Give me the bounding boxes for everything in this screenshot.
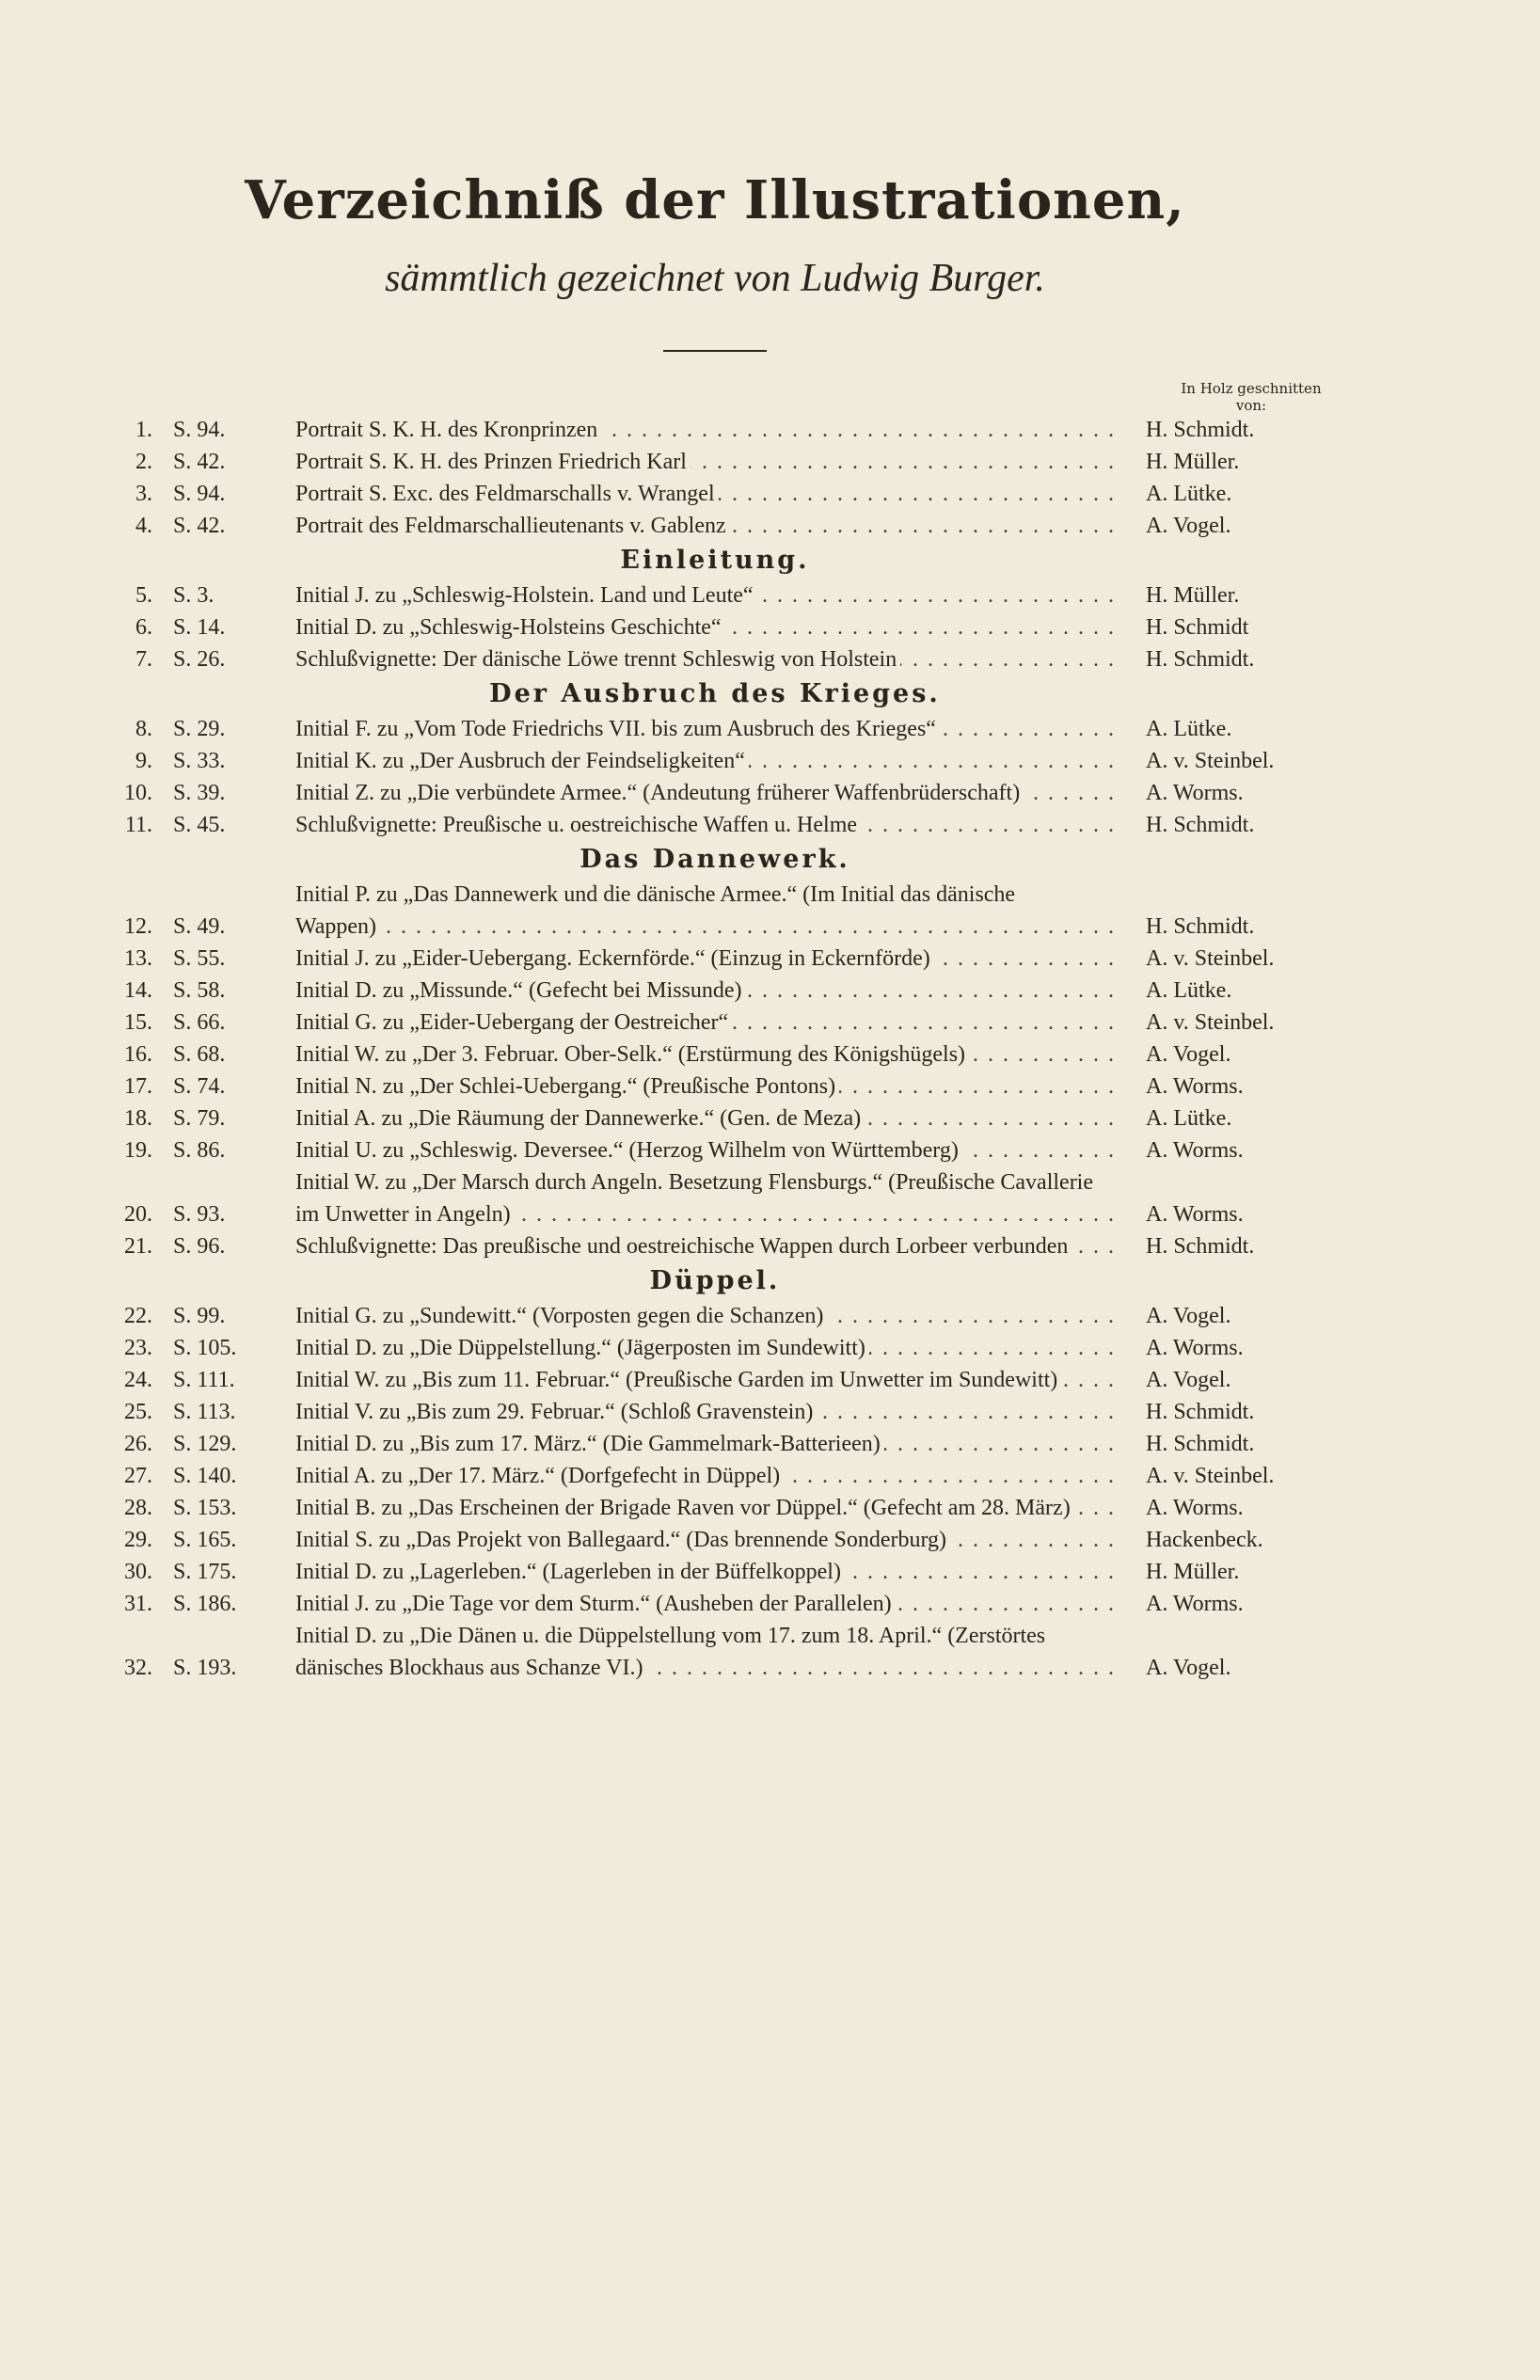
entry-engraver: H. Schmidt. xyxy=(1146,417,1255,442)
entry-page: S. 55. xyxy=(173,945,226,971)
engraver-column-label-line1: In Holz geschnitten xyxy=(1181,379,1322,397)
index-entry xyxy=(103,777,1326,809)
entry-description-text: Initial J. zu „Schleswig-Holstein. Land und Leute“ xyxy=(295,583,757,608)
entry-number: 28. xyxy=(124,1495,152,1520)
entry-number: 32. xyxy=(124,1655,152,1680)
entry-description xyxy=(295,1071,1123,1103)
entry-number: 22. xyxy=(124,1303,152,1328)
entry-engraver: H. Müller. xyxy=(1146,449,1240,474)
entry-number: 26. xyxy=(124,1431,152,1456)
entry-page: S. 93. xyxy=(173,1201,226,1227)
index-entry xyxy=(103,975,1326,1007)
index-entry xyxy=(103,1492,1326,1524)
entry-description-text: Initial P. zu „Das Dannewerk und die dänische Armee.“ (Im Initial das dänische Wappen) xyxy=(295,881,1016,939)
entry-number: 17. xyxy=(124,1073,152,1099)
page xyxy=(103,169,1326,1684)
entry-description xyxy=(295,1103,1123,1134)
entry-description-text: Portrait S. K. H. des Kronprinzen xyxy=(295,418,601,442)
entry-engraver: A. Lütke. xyxy=(1146,1105,1232,1131)
entry-description-text: Initial G. zu „Sundewitt.“ (Vorposten gegen die Schanzen) xyxy=(295,1304,827,1328)
entry-engraver: H. Müller. xyxy=(1146,1559,1240,1584)
entry-number: 24. xyxy=(124,1367,152,1392)
entry-description xyxy=(295,414,1123,446)
entry-description-text: Initial Z. zu „Die verbündete Armee.“ (Andeutung früherer Waffenbrüderschaft) xyxy=(295,781,1024,805)
entry-page: S. 129. xyxy=(173,1431,237,1456)
section-heading: Der Ausbruch des Krieges. xyxy=(489,678,941,708)
entry-number: 27. xyxy=(124,1463,152,1488)
entry-page: S. 74. xyxy=(173,1073,226,1099)
entry-description xyxy=(295,1300,1123,1332)
entry-page: S. 39. xyxy=(173,780,226,805)
entry-engraver: A. Vogel. xyxy=(1146,1041,1231,1067)
entry-description xyxy=(295,1492,1123,1524)
index-entry xyxy=(103,943,1326,975)
entry-engraver: A. Worms. xyxy=(1146,1073,1244,1099)
entry-engraver: H. Müller. xyxy=(1146,582,1240,608)
index-entry xyxy=(103,879,1326,943)
index-entry xyxy=(103,510,1326,542)
index-entry xyxy=(103,713,1326,745)
entry-number: 21. xyxy=(124,1233,152,1259)
entry-engraver: A. v. Steinbel. xyxy=(1146,945,1275,971)
entry-number: 13. xyxy=(124,945,152,971)
index-entry xyxy=(103,1524,1326,1556)
entry-description-text: Initial U. zu „Schleswig. Deversee.“ (Herzog Wilhelm von Württemberg) xyxy=(295,1138,962,1163)
entry-description-text: Initial D. zu „Lagerleben.“ (Lagerleben in der Büffelkoppel) xyxy=(295,1560,845,1584)
entry-engraver: A. v. Steinbel. xyxy=(1146,1009,1275,1035)
index-entry xyxy=(103,1588,1326,1620)
entry-description xyxy=(295,809,1123,841)
entry-page: S. 153. xyxy=(173,1495,237,1520)
entry-description xyxy=(295,777,1123,809)
entry-description-text: Initial J. zu „Die Tage vor dem Sturm.“ (Ausheben der Parallelen) xyxy=(295,1592,896,1616)
entry-engraver: A. Vogel. xyxy=(1146,1367,1231,1392)
index-entry xyxy=(103,1071,1326,1103)
entry-description xyxy=(295,579,1123,611)
entry-description xyxy=(295,1396,1123,1428)
entry-number: 4. xyxy=(135,513,152,538)
entry-number: 9. xyxy=(135,748,152,773)
entry-description-text: Initial D. zu „Bis zum 17. März.“ (Die Gammelmark-Batterieen) xyxy=(295,1432,884,1456)
index-entry xyxy=(103,1364,1326,1396)
entry-description-text: Initial A. zu „Die Räumung der Dannewerke.“ (Gen. de Meza) xyxy=(295,1106,865,1131)
entry-description-text: Initial D. zu „Schleswig-Holsteins Geschichte“ xyxy=(295,615,725,640)
entry-number: 12. xyxy=(124,913,152,939)
index-entry xyxy=(103,1556,1326,1588)
entry-description-text: Initial S. zu „Das Projekt von Ballegaard.“ (Das brennende Sonderburg) xyxy=(295,1528,950,1552)
entry-page: S. 186. xyxy=(173,1591,237,1616)
index-entry xyxy=(103,1134,1326,1166)
entry-engraver: A. Worms. xyxy=(1146,1591,1244,1616)
entry-description xyxy=(295,1556,1123,1588)
entry-description-text: Initial D. zu „Die Düppelstellung.“ (Jägerposten im Sundewitt) xyxy=(295,1336,869,1360)
entry-page: S. 140. xyxy=(173,1463,237,1488)
index-entry xyxy=(103,414,1326,446)
entry-engraver: H. Schmidt xyxy=(1146,614,1249,640)
entry-description xyxy=(295,1364,1123,1396)
entry-description-text: Initial B. zu „Das Erscheinen der Brigade Raven vor Düppel.“ (Gefecht am 28. März) xyxy=(295,1496,1074,1520)
entry-description-text: Initial W. zu „Der Marsch durch Angeln. Besetzung Flensburgs.“ (Preußische Cavallerie im Unwetter in Angeln) xyxy=(295,1169,1094,1227)
index-entry xyxy=(103,611,1326,643)
section-heading: Düppel. xyxy=(649,1265,781,1295)
engraver-column-label xyxy=(1176,380,1326,414)
section-heading: Das Dannewerk. xyxy=(579,844,850,874)
entry-description-text: Portrait des Feldmarschallieutenants v. Gablenz xyxy=(295,514,730,538)
entry-description xyxy=(295,1039,1123,1071)
entry-engraver: A. Vogel. xyxy=(1146,513,1231,538)
entry-description xyxy=(295,713,1123,745)
entry-engraver: A. Worms. xyxy=(1146,1335,1244,1360)
illustration-index xyxy=(103,414,1326,1684)
entry-engraver: A. v. Steinbel. xyxy=(1146,748,1275,773)
entry-engraver: A. Vogel. xyxy=(1146,1303,1231,1328)
entry-engraver: H. Schmidt. xyxy=(1146,913,1255,939)
entry-page: S. 113. xyxy=(173,1399,236,1424)
entry-description xyxy=(295,478,1123,510)
entry-engraver: A. Worms. xyxy=(1146,1495,1244,1520)
entry-description xyxy=(295,1460,1123,1492)
index-entry xyxy=(103,1103,1326,1134)
index-entry xyxy=(103,478,1326,510)
entry-description xyxy=(295,745,1123,777)
entry-engraver: A. Lütke. xyxy=(1146,716,1232,741)
entry-number: 16. xyxy=(124,1041,152,1067)
entry-page: S. 94. xyxy=(173,417,226,442)
entry-engraver: H. Schmidt. xyxy=(1146,1431,1255,1456)
entry-page: S. 111. xyxy=(173,1367,235,1392)
index-entry xyxy=(103,1230,1326,1262)
entry-description-text: Schlußvignette: Preußische u. oestreichische Waffen u. Helme xyxy=(295,813,861,837)
entry-engraver: A. Worms. xyxy=(1146,1201,1244,1227)
entry-number: 6. xyxy=(135,614,152,640)
entry-description-text: Initial F. zu „Vom Tode Friedrichs VII. bis zum Ausbruch des Krieges“ xyxy=(295,717,940,741)
entry-description xyxy=(295,1230,1123,1262)
entry-description xyxy=(295,446,1123,478)
index-entry xyxy=(103,643,1326,675)
entry-number: 19. xyxy=(124,1137,152,1163)
entry-page: S. 165. xyxy=(173,1527,237,1552)
entry-description-text: Initial G. zu „Eider-Uebergang der Oestreicher“ xyxy=(295,1010,732,1035)
entry-page: S. 86. xyxy=(173,1137,226,1163)
entry-description-text: Initial K. zu „Der Ausbruch der Feindseligkeiten“ xyxy=(295,749,749,773)
entry-number: 3. xyxy=(135,481,152,506)
entry-description-text: Initial D. zu „Die Dänen u. die Düppelstellung vom 17. zum 18. April.“ (Zerstörtes dänisches Blockhaus aus Schanze VI.) xyxy=(295,1623,1046,1680)
index-entry xyxy=(103,446,1326,478)
entry-number: 29. xyxy=(124,1527,152,1552)
entry-number: 10. xyxy=(124,780,152,805)
entry-description xyxy=(295,1166,1123,1230)
entry-number: 11. xyxy=(124,812,152,837)
entry-description xyxy=(295,1007,1123,1039)
entry-page: S. 45. xyxy=(173,812,226,837)
entry-description-text: Schlußvignette: Der dänische Löwe trennt Schleswig von Holstein xyxy=(295,647,900,672)
entry-page: S. 79. xyxy=(173,1105,226,1131)
entry-number: 15. xyxy=(124,1009,152,1035)
entry-engraver: A. v. Steinbel. xyxy=(1146,1463,1275,1488)
entry-page: S. 68. xyxy=(173,1041,226,1067)
entry-page: S. 58. xyxy=(173,977,226,1003)
entry-page: S. 42. xyxy=(173,449,226,474)
entry-engraver: Hackenbeck. xyxy=(1146,1527,1263,1552)
entry-number: 14. xyxy=(124,977,152,1003)
index-entry xyxy=(103,579,1326,611)
entry-number: 25. xyxy=(124,1399,152,1424)
index-entry xyxy=(103,1300,1326,1332)
entry-page: S. 26. xyxy=(173,646,226,672)
entry-engraver: H. Schmidt. xyxy=(1146,646,1255,672)
entry-description xyxy=(295,611,1123,643)
entry-number: 31. xyxy=(124,1591,152,1616)
entry-description-text: Initial D. zu „Missunde.“ (Gefecht bei Missunde) xyxy=(295,978,746,1003)
entry-page: S. 99. xyxy=(173,1303,226,1328)
index-entry xyxy=(103,1166,1326,1230)
entry-page: S. 96. xyxy=(173,1233,226,1259)
entry-page: S. 175. xyxy=(173,1559,237,1584)
entry-page: S. 49. xyxy=(173,913,226,939)
entry-description xyxy=(295,1524,1123,1556)
entry-number: 2. xyxy=(135,449,152,474)
index-entry xyxy=(103,1332,1326,1364)
page-subtitle: sämmtlich gezeichnet von Ludwig Burger. xyxy=(385,257,1045,301)
entry-page: S. 105. xyxy=(173,1335,237,1360)
entry-description-text: Portrait S. Exc. des Feldmarschalls v. Wrangel xyxy=(295,482,719,506)
entry-page: S. 193. xyxy=(173,1655,237,1680)
entry-description xyxy=(295,975,1123,1007)
entry-description-text: Schlußvignette: Das preußische und oestreichische Wappen durch Lorbeer verbunden xyxy=(295,1234,1072,1259)
index-entry xyxy=(103,809,1326,841)
divider-rule xyxy=(663,350,767,352)
entry-page: S. 66. xyxy=(173,1009,226,1035)
engraver-column-label-line2: von: xyxy=(1235,396,1267,414)
entry-description-text: Portrait S. K. H. des Prinzen Friedrich Karl xyxy=(295,450,691,474)
entry-description xyxy=(295,510,1123,542)
entry-description xyxy=(295,643,1123,675)
entry-page: S. 29. xyxy=(173,716,226,741)
entry-description-text: Initial W. zu „Der 3. Februar. Ober-Selk.“ (Erstürmung des Königshügels) xyxy=(295,1042,969,1067)
entry-description-text: Initial A. zu „Der 17. März.“ (Dorfgefecht in Düppel) xyxy=(295,1464,784,1488)
index-entry xyxy=(103,1007,1326,1039)
entry-number: 5. xyxy=(135,582,152,608)
entry-engraver: A. Vogel. xyxy=(1146,1655,1231,1680)
entry-engraver: A. Worms. xyxy=(1146,780,1244,805)
entry-description-text: Initial J. zu „Eider-Uebergang. Eckernförde.“ (Einzug in Eckernförde) xyxy=(295,946,934,971)
entry-engraver: H. Schmidt. xyxy=(1146,812,1255,837)
index-entry xyxy=(103,1428,1326,1460)
entry-description xyxy=(295,1588,1123,1620)
section-heading: Einleitung. xyxy=(620,545,810,575)
entry-page: S. 3. xyxy=(173,582,214,608)
entry-page: S. 42. xyxy=(173,513,226,538)
index-entry xyxy=(103,1039,1326,1071)
entry-engraver: A. Lütke. xyxy=(1146,977,1232,1003)
entry-description xyxy=(295,1134,1123,1166)
entry-description xyxy=(295,943,1123,975)
engraver-column-heading xyxy=(103,380,1326,414)
index-entry xyxy=(103,1620,1326,1684)
entry-engraver: H. Schmidt. xyxy=(1146,1399,1255,1424)
entry-description-text: Initial V. zu „Bis zum 29. Februar.“ (Schloß Gravenstein) xyxy=(295,1400,817,1424)
entry-engraver: A. Lütke. xyxy=(1146,481,1232,506)
index-entry xyxy=(103,745,1326,777)
entry-page: S. 94. xyxy=(173,481,226,506)
entry-description xyxy=(295,1428,1123,1460)
entry-number: 18. xyxy=(124,1105,152,1131)
entry-page: S. 33. xyxy=(173,748,226,773)
index-entry xyxy=(103,1396,1326,1428)
entry-number: 7. xyxy=(135,646,152,672)
entry-page: S. 14. xyxy=(173,614,226,640)
entry-number: 8. xyxy=(135,716,152,741)
entry-engraver: H. Schmidt. xyxy=(1146,1233,1255,1259)
entry-number: 30. xyxy=(124,1559,152,1584)
entry-description xyxy=(295,1332,1123,1364)
entry-description xyxy=(295,879,1123,943)
entry-description-text: Initial N. zu „Der Schlei-Uebergang.“ (Preußische Pontons) xyxy=(295,1074,839,1099)
entry-description-text: Initial W. zu „Bis zum 11. Februar.“ (Preußische Garden im Unwetter im Sundewitt) xyxy=(295,1368,1061,1392)
entry-engraver: A. Worms. xyxy=(1146,1137,1244,1163)
page-title: Verzeichniß der Illustrationen, xyxy=(245,169,1185,231)
entry-number: 1. xyxy=(135,417,152,442)
entry-number: 23. xyxy=(124,1335,152,1360)
entry-number: 20. xyxy=(124,1201,152,1227)
index-entry xyxy=(103,1460,1326,1492)
entry-description xyxy=(295,1620,1123,1684)
